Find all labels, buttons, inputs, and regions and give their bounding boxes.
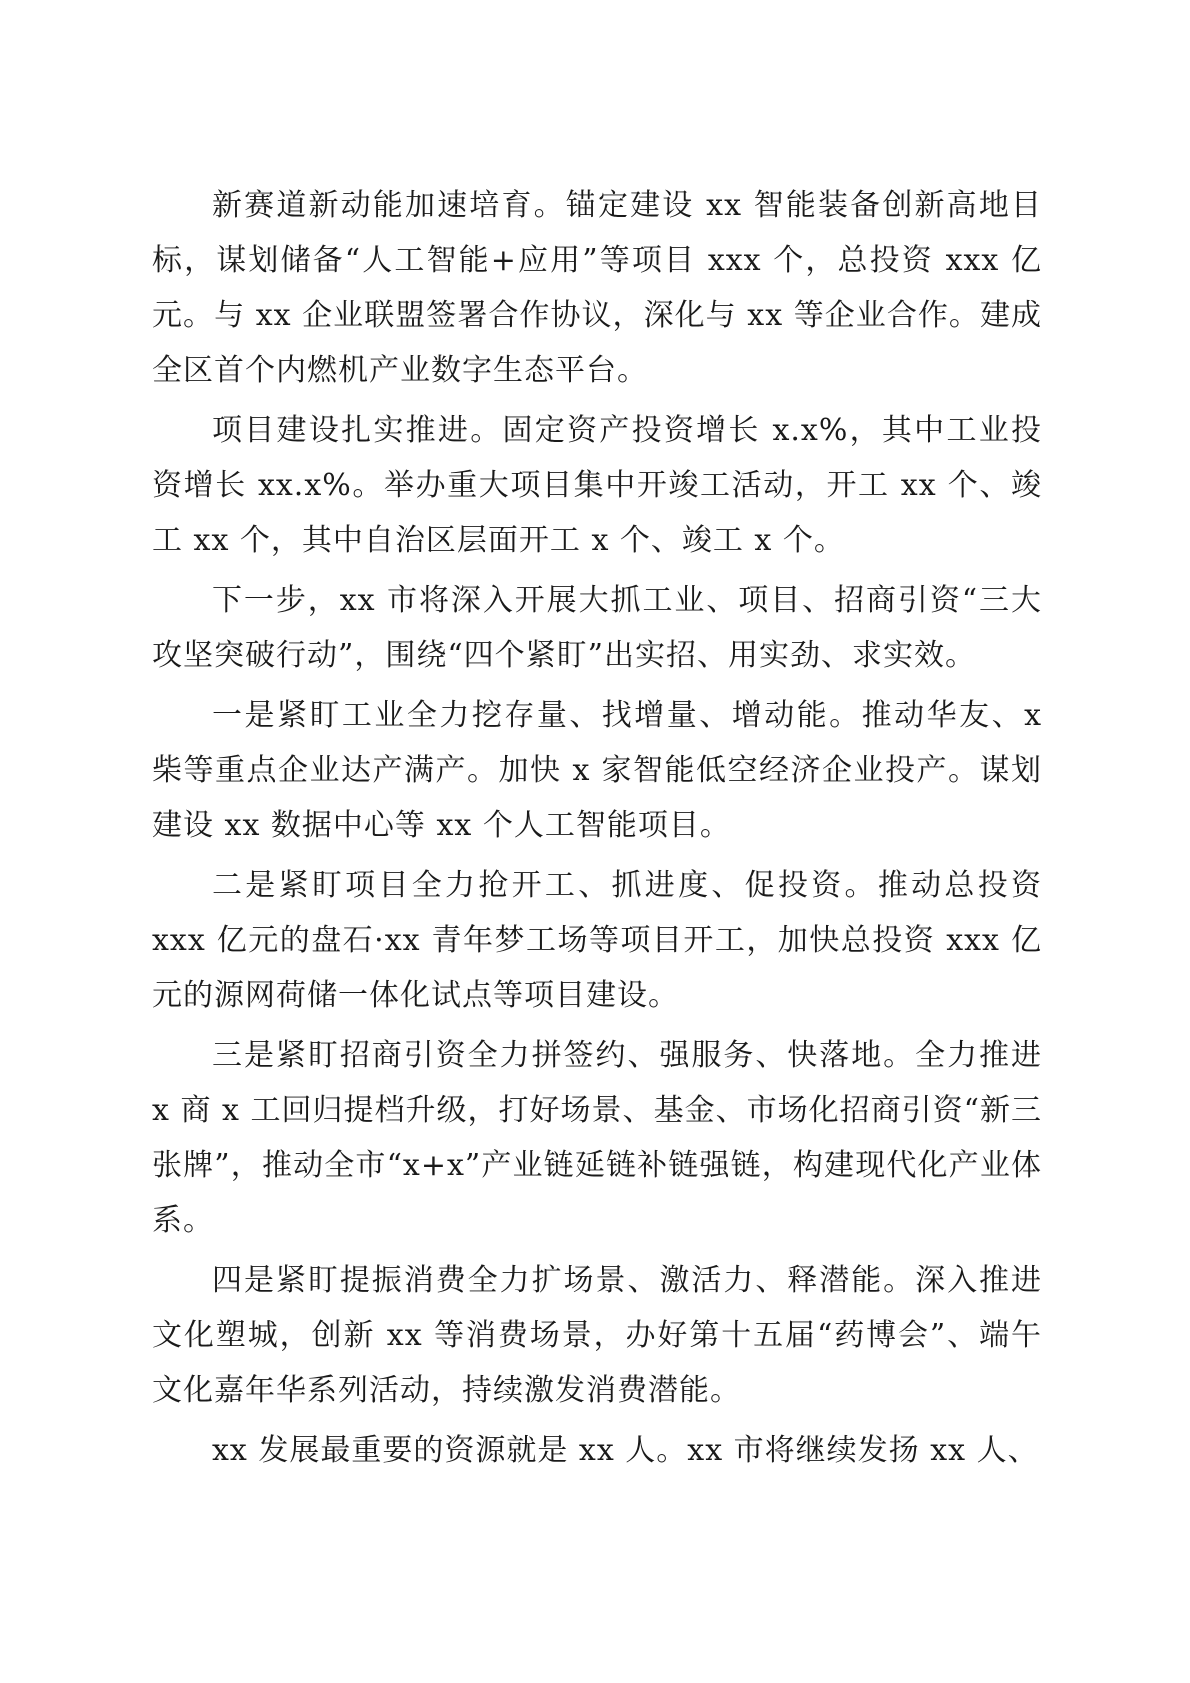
paragraph-investment-focus: 三是紧盯招商引资全力拼签约、强服务、快落地。全力推进 x 商 x 工回归提档升级，打好场景、基金、市场化招商引资“新三张牌”，推动全市“x+x”产业链延链补链强链，构建现代化产业体系。 [152, 1038, 1042, 1238]
paragraph-consumption-focus: 四是紧盯提振消费全力扩场景、激活力、释潜能。深入推进文化塑城，创新 xx 等消费场景，办好第十五届“药博会”、端午文化嘉年华系列活动，持续激发消费潜能。 [152, 1263, 1042, 1408]
document-body [152, 178, 1042, 1478]
paragraph-project-construction: 项目建设扎实推进。固定资产投资增长 x.x%，其中工业投资增长 xx.x%。举办重大项目集中开竣工活动，开工 xx 个、竣工 xx 个，其中自治区层面开工 x 个、竣工 x 个。 [152, 413, 1042, 558]
paragraph-people-resource: xx 发展最重要的资源就是 xx 人。xx 市将继续发扬 xx 人、 [212, 1433, 1039, 1468]
paragraph-industry-focus: 一是紧盯工业全力挖存量、找增量、增动能。推动华友、x 柴等重点企业达产满产。加快 x 家智能低空经济企业投产。谋划建设 xx 数据中心等 xx 个人工智能项目。 [152, 698, 1042, 843]
paragraph-project-focus: 二是紧盯项目全力抢开工、抓进度、促投资。推动总投资 xxx 亿元的盘石·xx 青年梦工场等项目开工，加快总投资 xxx 亿元的源网荷储一体化试点等项目建设。 [152, 868, 1042, 1013]
paragraph-next-steps: 下一步，xx 市将深入开展大抓工业、项目、招商引资“三大攻坚突破行动”，围绕“四个紧盯”出实招、用实劲、求实效。 [152, 583, 1042, 673]
paragraph-new-tracks: 新赛道新动能加速培育。锚定建设 xx 智能装备创新高地目标，谋划储备“人工智能+应用”等项目 xxx 个，总投资 xxx 亿元。与 xx 企业联盟签署合作协议，深化与 xx 等企业合作。建成全区首个内燃机产业数字生态平台。 [152, 188, 1042, 388]
